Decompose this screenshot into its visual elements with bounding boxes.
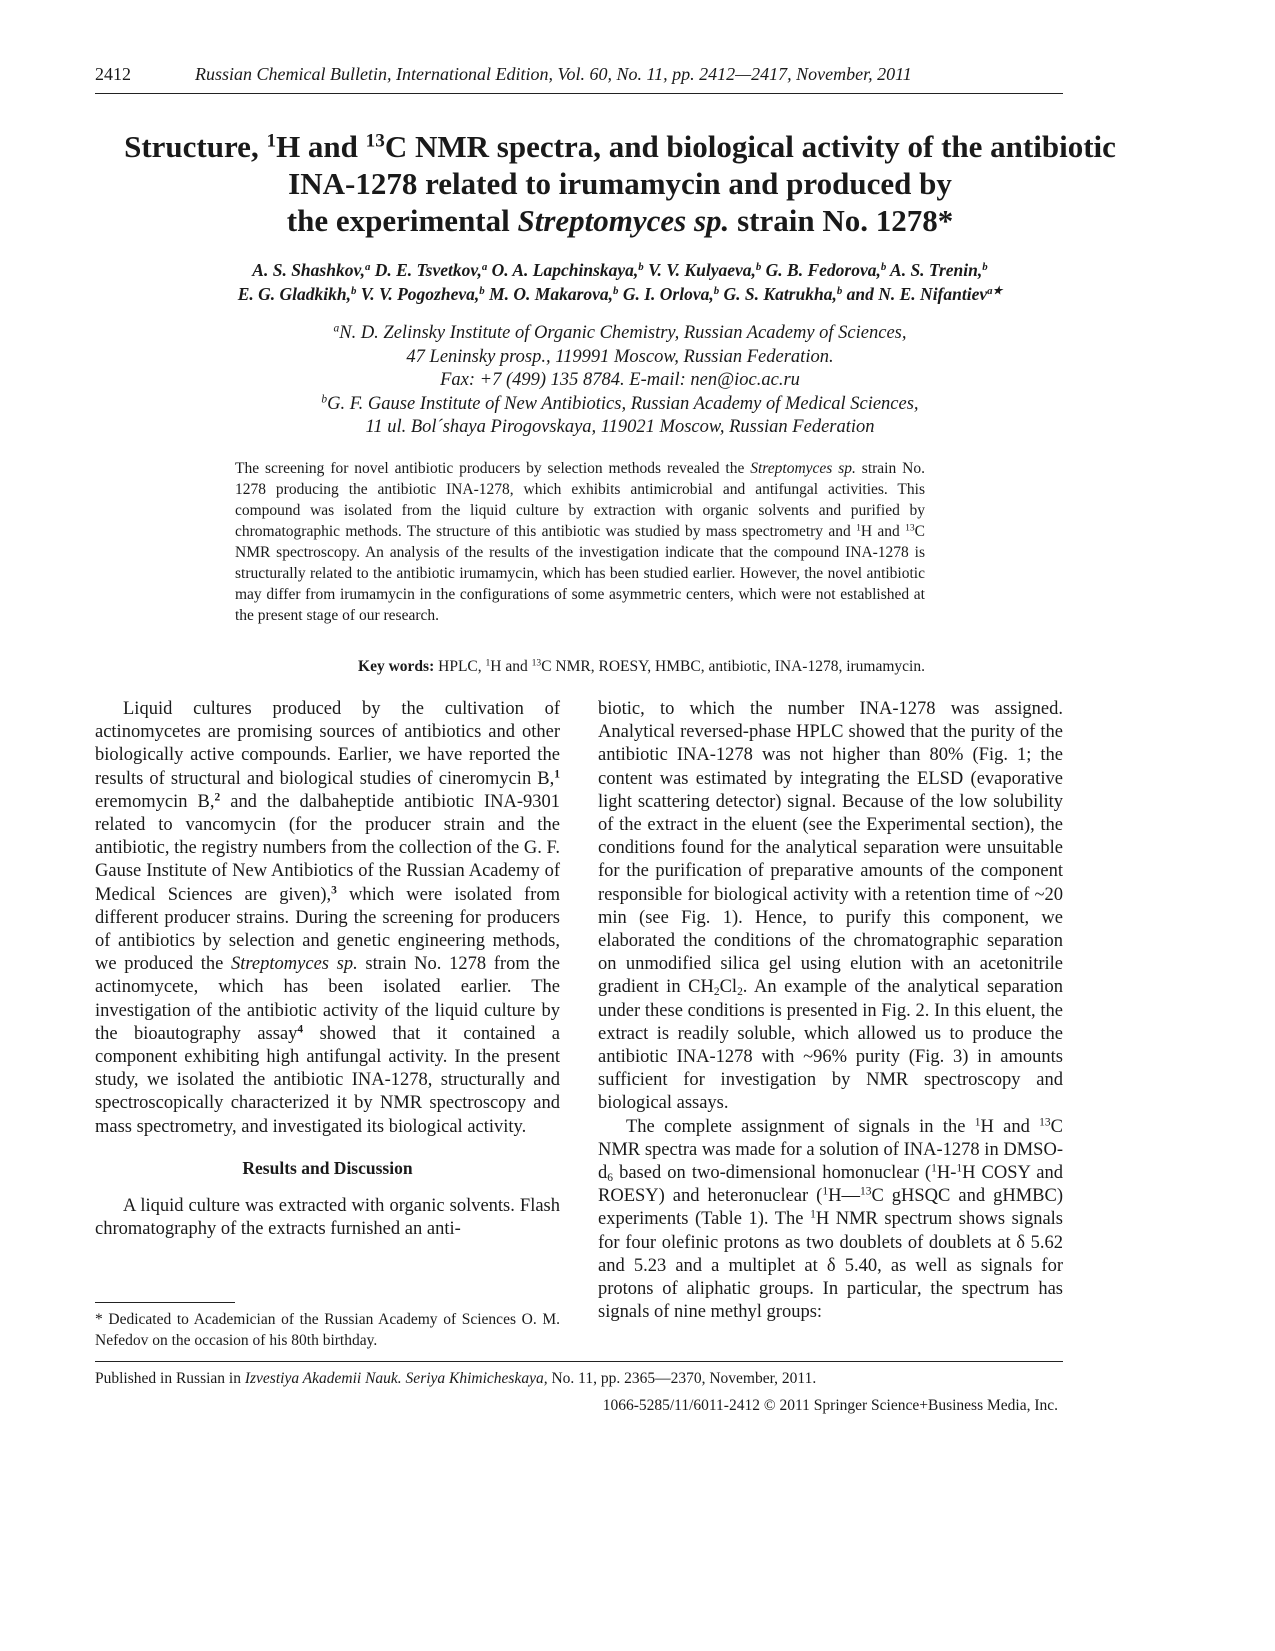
citation-ref: 3: [331, 884, 337, 897]
author: O. A. Lapchinskaya,$^b$: [491, 260, 644, 280]
publication-note: Published in Russian in Izvestiya Akademii Nauk. Seriya Khimicheskaya, No. 11, pp. 2365—2370, November, 2011.: [95, 1370, 817, 1387]
citation-ref: 2: [214, 791, 221, 804]
author: G. I. Orlova,$^b$: [622, 284, 720, 304]
footnote: * Dedicated to Academician of the Russian Academy of Sciences O. M. Nefedov on the occasion of his 80th birthday.: [95, 1311, 560, 1349]
affiliation-a-contact: Fax: +7 (499) 135 8784. E-mail: nen@ioc.ac.ru: [440, 370, 800, 390]
keywords: Key words: HPLC, $^1$H and $^{13}$C NMR, ROESY, HMBC, antibiotic, INA-1278, irumamycin.: [358, 657, 925, 675]
keywords-label: Key words:: [358, 658, 435, 675]
paragraph-results: A liquid culture was extracted with organic solvents. Flash chromatography of the extracts furnished an anti-: [95, 1196, 560, 1240]
title-line-2: INA-1278 related to irumamycin and produced by: [288, 166, 952, 201]
footer-rule: [95, 1361, 1063, 1362]
author: V. V. Kulyaeva,$^b$: [648, 260, 762, 280]
paragraph-nmr: The complete assignment of signals in the $^1$H and $^{13}$C NMR spectra was made for a solution of INA-1278 in DMSO-$d_6$ based on two-dimensional homonuclear ($^1$H-$^1$H COSY and ROESY) and heteronuclear ($^1$H—$^{13}$C gHSQC and gHMBC) experiments (Table 1). The $^1$H NMR spectrum shows signals for four olefinic protons as two doublets of doublets at δ 5.62 and 5.23 and a multiplet at δ 5.40, as well as signals for protons of aliphatic groups. In particular, the spectrum has signals of nine methyl groups:: [598, 1116, 1064, 1323]
author: and N. E. Nifantiev$^{a★}$: [846, 284, 1003, 304]
affiliations: [95, 322, 1145, 440]
citation-ref: 4: [297, 1023, 304, 1036]
author: A. S. Trenin,$^b$: [890, 260, 988, 280]
affiliation-a: $^a$N. D. Zelinsky Institute of Organic Chemistry, Russian Academy of Sciences,: [333, 322, 907, 343]
page-number: 2412: [95, 64, 131, 84]
author-line-2: [95, 282, 1145, 306]
author-line-1: [95, 258, 1145, 282]
author: M. O. Makarova,$^b$: [489, 284, 619, 304]
author: V. V. Pogozheva,$^b$: [360, 284, 485, 304]
author: G. S. Katrukha,$^b$: [723, 284, 843, 304]
author-list: [95, 258, 1145, 306]
section-heading: Results and Discussion: [242, 1157, 413, 1178]
paper-title: [95, 128, 1145, 239]
copyright-line: 1066-5285/11/6011-2412 © 2011 Springer Science+Business Media, Inc.: [602, 1397, 1058, 1414]
author: E. G. Gladkikh,$^b$: [237, 284, 357, 304]
title-line-3: the experimental Streptomyces sp. strain No. 1278*: [286, 203, 954, 238]
author: G. B. Fedorova,$^b$: [765, 260, 887, 280]
paragraph-intro: Liquid cultures produced by the cultivation of actinomycetes are promising sources of antibiotics and other biologically active compounds. Earlier, we have reported the results of structural and biological studies of cineromycin B,$^1$ eremomycin B,$^2$ and the dalbaheptide antibiotic INA-9301 related to vancomycin (for the producer strain and the antibiotic, the registry numbers from the collection of the G. F. Gause Institute of New Antibiotics of the Russian Academy of Medical Sciences are given),$^3$ which were isolated from different producer strains. During the screening for producers of antibiotics by selection and genetic engineering methods, we produced the Streptomyces sp. strain No. 1278 from the actinomycete, which has been isolated earlier. The investigation of the antibiotic activity of the liquid culture by the bioautography assay$^4$ showed that it contained a component exhibiting high antifungal activity. In the present study, we isolated the antibiotic INA-1278, structurally and spectroscopically characterized it by NMR spectroscopy and mass spectrometry, and investigated its biological activity.: [95, 699, 560, 1137]
author: D. E. Tsvetkov,$^a$: [374, 260, 488, 280]
affiliation-a-address: 47 Leninsky prosp., 119991 Moscow, Russian Federation.: [406, 346, 834, 367]
footnote-rule: [95, 1302, 235, 1303]
body-column-right: [598, 698, 1063, 1324]
journal-citation: Russian Chemical Bulletin, International Edition, Vol. 60, No. 11, pp. 2412—2417, November, 2011: [195, 64, 912, 84]
paragraph-continued: biotic, to which the number INA-1278 was assigned. Analytical reversed-phase HPLC showed that the purity of the antibiotic INA-1278 was not higher than 80% (Fig. 1; the content was estimated by integrating the ELSD (evaporative light scattering detector) signal. Because of the low solubility of the extract in the eluent (see the Experimental section), the conditions found for the analytical separation were unsuitable for the purification of preparative amounts of the component responsible for biological activity with a retention time of ~20 min (see Fig. 1). Hence, to purify this component, we elaborated the conditions of the chromatographic separation on unmodified silica gel using elution with an acetonitrile gradient in $CH_2Cl_2$. An example of the analytical separation under these conditions is presented in Fig. 2. In this eluent, the extract is readily soluble, which allowed us to produce the antibiotic INA-1278 with ~96% purity (Fig. 3) in amounts sufficient for investigation by NMR spectroscopy and biological assays.: [598, 699, 1064, 1114]
body-column-left: [95, 698, 560, 1241]
abstract: The screening for novel antibiotic producers by selection methods revealed the Streptomyces sp. strain No. 1278 producing the antibiotic INA-1278, which exhibits antimicrobial and antifungal activities. This compound was isolated from the liquid culture by extraction with organic solvents and purified by chromatographic methods. The structure of this antibiotic was studied by mass spectrometry and $^1$H and $^{13}$C NMR spectroscopy. An analysis of the results of the investigation indicate that the compound INA-1278 is structurally related to the antibiotic irumamycin, which has been studied earlier. However, the novel antibiotic may differ from irumamycin in the configurations of some asymmetric centers, which were not established at the present stage of our research.: [235, 460, 925, 624]
citation-ref: 1: [554, 768, 560, 781]
header-rule: [95, 93, 1063, 94]
affiliation-b: $^b$G. F. Gause Institute of New Antibiotics, Russian Academy of Medical Sciences,: [321, 393, 919, 414]
title-line-1: Structure, $^1$H and $^{13}$C NMR spectra, and biological activity of the antibiotic: [124, 129, 1116, 164]
affiliation-b-address: 11 ul. Bol´shaya Pirogovskaya, 119021 Moscow, Russian Federation: [365, 417, 875, 437]
author: A. S. Shashkov,$^a$: [252, 260, 371, 280]
